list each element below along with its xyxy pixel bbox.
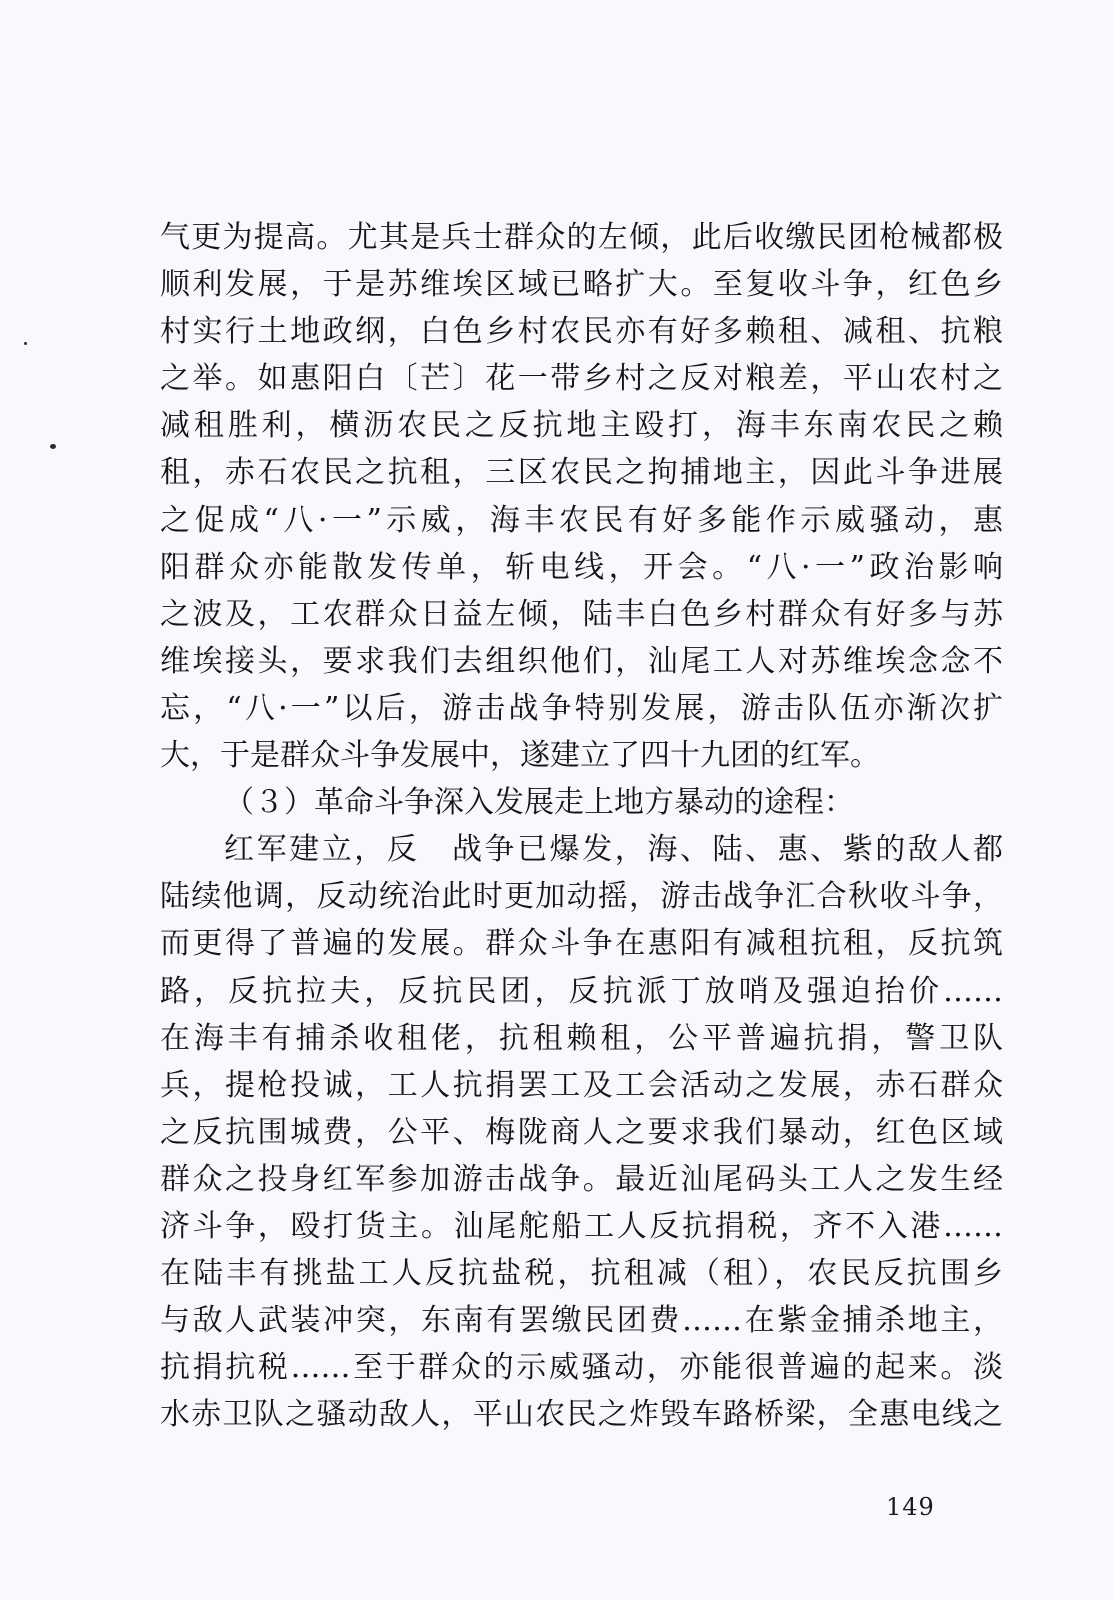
text-line: 而更得了普遍的发展。群众斗争在惠阳有减租抗租，反抗筑: [160, 926, 1003, 962]
text-line: 在海丰有捕杀收租佬，抗租赖租，公平普遍抗捐，警卫队: [160, 1020, 1003, 1056]
text-line: 抗捐抗税……至于群众的示威骚动，亦能很普遍的起来。淡: [160, 1350, 1003, 1386]
page-number: 149: [886, 1493, 935, 1521]
text-line: 减租胜利，横沥农民之反抗地主殴打，海丰东南农民之赖: [160, 408, 1003, 444]
text-line: 路，反抗拉夫，反抗民团，反抗派丁放哨及强迫抬价……: [160, 973, 1003, 1009]
text-line: 之促成“八·一”示威，海丰农民有好多能作示威骚动，惠: [160, 502, 1003, 538]
scan-speck: [24, 342, 27, 345]
text-line: 之波及，工农群众日益左倾，陆丰白色乡村群众有好多与苏: [160, 596, 1003, 632]
text-line: 济斗争，殴打货主。汕尾舵船工人反抗捐税，齐不入港……: [160, 1208, 1003, 1244]
text-line: 之举。如惠阳白〔芒〕花一带乡村之反对粮差，平山农村之: [160, 361, 1003, 397]
text-line: 维埃接头，要求我们去组织他们，汕尾工人对苏维埃念念不: [160, 643, 1003, 679]
text-line: 忘，“八·一”以后，游击战争特别发展，游击队伍亦渐次扩: [160, 690, 1003, 726]
text-line: 之反抗围城费，公平、梅陇商人之要求我们暴动，红色区域: [160, 1114, 1003, 1150]
text-line: 气更为提高。尤其是兵士群众的左倾，此后收缴民团枪械都极: [160, 220, 1003, 255]
text-line: 阳群众亦能散发传单，斩电线，开会。“八·一”政治影响: [160, 549, 1003, 585]
text-line: 租，赤石农民之抗租，三区农民之拘捕地主，因此斗争进展: [160, 455, 1003, 491]
text-line: 陆续他调，反动统治此时更加动摇，游击战争汇合秋收斗争，: [160, 879, 1003, 915]
text-line: 顺利发展，于是苏维埃区域已略扩大。至复收斗争，红色乡: [160, 267, 1003, 303]
text-line: 红军建立，反 战争已爆发，海、陆、惠、紫的敌人都: [224, 832, 1003, 868]
text-line: 群众之投身红军参加游击战争。最近汕尾码头工人之发生经: [160, 1161, 1003, 1197]
text-line: 水赤卫队之骚动敌人，平山农民之炸毁车路桥梁，全惠电线之: [160, 1397, 1003, 1433]
paragraph-end-line: 大，于是群众斗争发展中，遂建立了四十九团的红军。: [160, 738, 880, 774]
text-line: 与敌人武装冲突，东南有罢缴民团费……在紫金捕杀地主，: [160, 1303, 1003, 1339]
text-line: 兵，提枪投诚，工人抗捐罢工及工会活动之发展，赤石群众: [160, 1067, 1003, 1103]
text-line: 村实行土地政纲，白色乡村农民亦有好多赖租、减租、抗粮: [160, 314, 1003, 350]
text-line: 在陆丰有挑盐工人反抗盐税，抗租减（租），农民反抗围乡: [160, 1256, 1003, 1292]
scan-speck: [50, 444, 56, 449]
body-text: [160, 214, 1003, 1438]
section-heading: （３）革命斗争深入发展走上地方暴动的途程：: [224, 785, 854, 821]
